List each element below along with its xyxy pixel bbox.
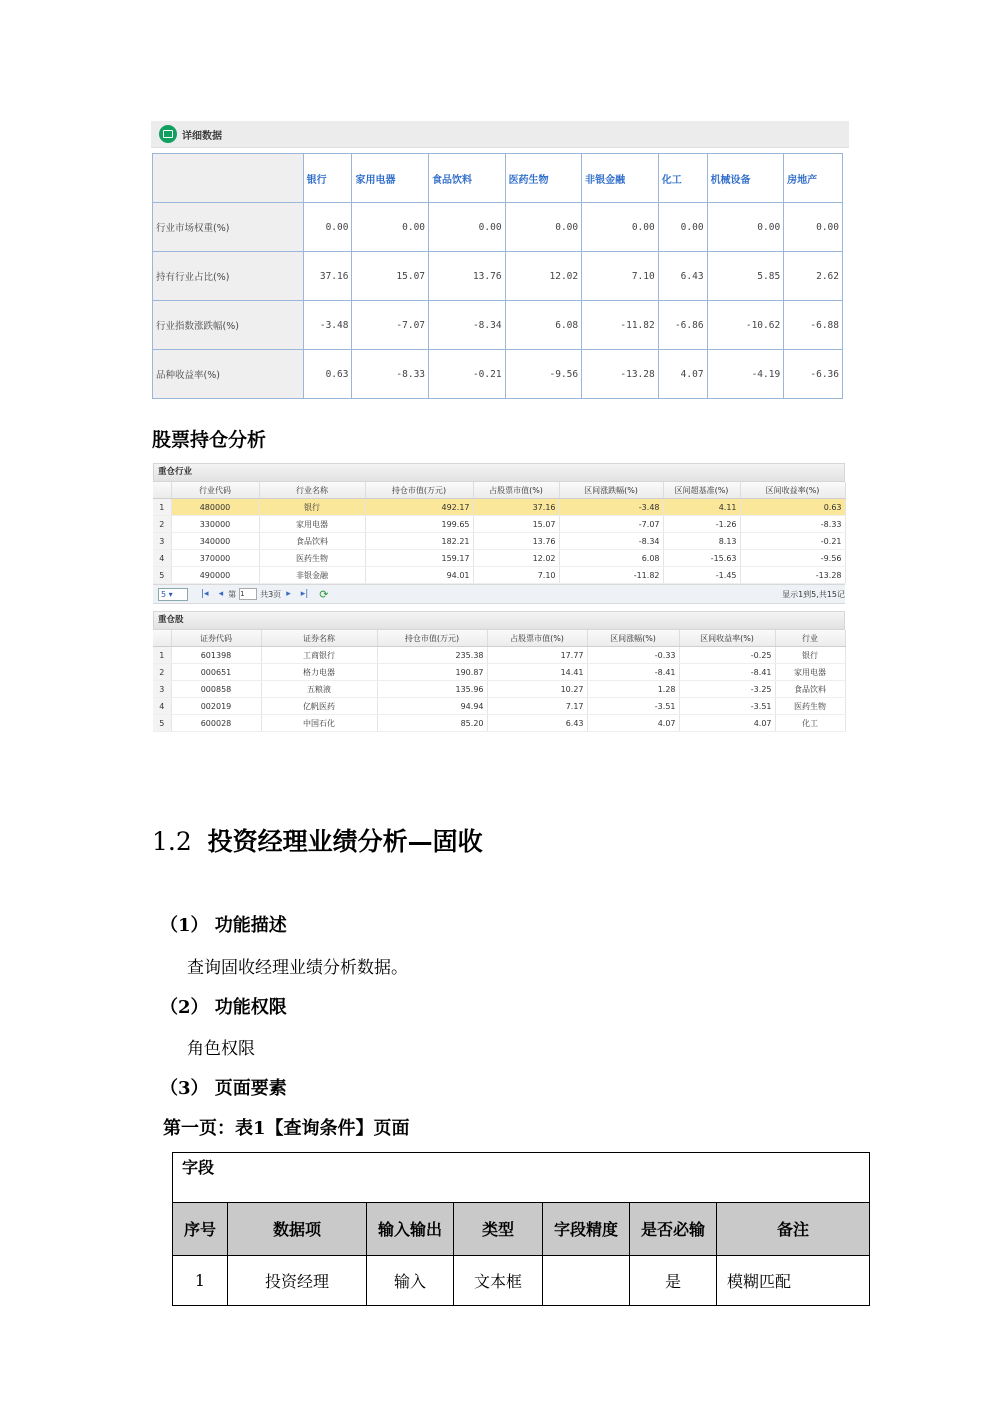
row-number: 2 [153,664,171,681]
table-row[interactable] [153,567,845,584]
column-header[interactable]: 证券名称 [261,630,377,647]
holding-value: 492.17 [365,499,473,516]
heavy-industry-table [153,482,846,584]
field-header: 序号 [173,1203,228,1256]
range-return: -8.41 [679,664,775,681]
stock-ratio: 14.41 [487,664,587,681]
table-row[interactable] [153,550,845,567]
detail-cell: 37.16 [303,252,352,301]
row-number-header [153,482,171,499]
detail-cell: 0.63 [303,350,352,399]
detail-cell: 4.07 [658,350,707,399]
detail-row-label: 品种收益率(%) [153,350,304,399]
grid-title: 重仓行业 [153,463,845,482]
range-return: -8.33 [740,516,845,533]
table-row[interactable] [153,715,845,732]
detail-row [153,203,843,252]
range-return: -0.25 [679,647,775,664]
next-page-icon[interactable]: ▸ [286,589,291,599]
function-desc-text: 查询固收经理业绩分析数据。 [187,958,408,978]
column-header[interactable]: 行业名称 [259,482,365,499]
holding-value: 94.01 [365,567,473,584]
stock-ratio: 15.07 [473,516,559,533]
detail-cell: 13.76 [429,252,506,301]
range-change: 4.07 [587,715,679,732]
stock-ratio: 6.43 [487,715,587,732]
row-number: 2 [153,516,171,533]
industry-code: 340000 [171,533,259,550]
page-summary: 显示1到5,共15记 [782,589,845,599]
industry: 医药生物 [775,698,845,715]
field-cell: 输入 [367,1256,454,1306]
detail-cell: 0.00 [352,203,429,252]
holding-value: 85.20 [377,715,487,732]
industry-code: 490000 [171,567,259,584]
column-header[interactable]: 占股票市值(%) [473,482,559,499]
page-prefix: 第 [228,589,237,599]
range-change: 6.08 [559,550,663,567]
subheading-permission: （2） 功能权限 [160,997,287,1018]
stock-ratio: 7.10 [473,567,559,584]
table-row[interactable] [153,499,845,516]
column-header[interactable]: 区间涨跌幅(%) [559,482,663,499]
detail-cell: 15.07 [352,252,429,301]
column-header[interactable]: 证券代码 [171,630,261,647]
excess-benchmark: -1.26 [663,516,740,533]
refresh-icon[interactable]: ⟳ [319,587,329,601]
detail-cell: -11.82 [582,301,659,350]
heading-text: 投资经理业绩分析—固收 [207,827,483,856]
detail-panel-header [151,121,849,148]
detail-row [153,252,843,301]
heavy-stock-grid [153,611,845,732]
table-row[interactable] [153,664,845,681]
detail-col-header: 机械设备 [707,154,784,203]
range-return: 4.07 [679,715,775,732]
stock-ratio: 37.16 [473,499,559,516]
detail-cell: -6.88 [784,301,843,350]
holding-value: 94.94 [377,698,487,715]
row-number-header [153,630,171,647]
row-number: 4 [153,698,171,715]
detail-col-header: 非银金融 [582,154,659,203]
industry-code: 370000 [171,550,259,567]
field-header: 数据项 [228,1203,367,1256]
holding-value: 159.17 [365,550,473,567]
row-number: 4 [153,550,171,567]
security-code: 600028 [171,715,261,732]
column-header[interactable]: 占股票市值(%) [487,630,587,647]
column-header[interactable]: 区间涨幅(%) [587,630,679,647]
page-number-input[interactable]: 1 [239,588,257,600]
column-header[interactable]: 区间超基准(%) [663,482,740,499]
detail-row [153,301,843,350]
detail-cell: 0.00 [784,203,843,252]
holding-value: 182.21 [365,533,473,550]
range-return: -3.25 [679,681,775,698]
security-code: 002019 [171,698,261,715]
detail-cell: 0.00 [707,203,784,252]
industry-name: 家用电器 [259,516,365,533]
security-name: 格力电器 [261,664,377,681]
range-return: -13.28 [740,567,845,584]
detail-col-header: 银行 [303,154,352,203]
detail-cell: -8.34 [429,301,506,350]
field-header: 备注 [717,1203,870,1256]
detail-cell: -9.56 [505,350,582,399]
range-change: -0.33 [587,647,679,664]
table-row[interactable] [153,516,845,533]
heavy-stock-table [153,630,846,732]
range-change: 1.28 [587,681,679,698]
table-row[interactable] [153,698,845,715]
table-row[interactable] [153,681,845,698]
detail-row [153,350,843,399]
industry: 银行 [775,647,845,664]
excess-benchmark: -1.45 [663,567,740,584]
detail-cell: 0.00 [582,203,659,252]
security-name: 中国石化 [261,715,377,732]
security-name: 五粮液 [261,681,377,698]
column-header[interactable]: 行业 [775,630,845,647]
detail-cell: 6.08 [505,301,582,350]
row-number: 3 [153,533,171,550]
detail-row-label: 行业指数涨跌幅(%) [153,301,304,350]
detail-corner-cell [153,154,304,203]
subheading-function-desc: （1） 功能描述 [160,915,287,936]
range-return: -9.56 [740,550,845,567]
detail-cell: 0.00 [429,203,506,252]
industry: 化工 [775,715,845,732]
holding-value: 190.87 [377,664,487,681]
detail-cell: -0.21 [429,350,506,399]
page-size-value: 5 [161,589,167,599]
range-return: -3.51 [679,698,775,715]
first-page-icon[interactable]: |◂ [201,589,209,599]
row-number: 3 [153,681,171,698]
range-change: -3.48 [559,499,663,516]
excess-benchmark: 8.13 [663,533,740,550]
industry-code: 480000 [171,499,259,516]
column-header[interactable]: 行业代码 [171,482,259,499]
excess-benchmark: -15.63 [663,550,740,567]
detail-col-header: 化工 [658,154,707,203]
detail-cell: -4.19 [707,350,784,399]
industry-name: 非银金融 [259,567,365,584]
stock-ratio: 12.02 [473,550,559,567]
range-change: -7.07 [559,516,663,533]
field-row [173,1256,870,1306]
page-size-select[interactable]: 5 ▾ [158,588,188,601]
prev-page-icon[interactable]: ◂ [218,589,224,599]
row-number: 5 [153,567,171,584]
range-return: -0.21 [740,533,845,550]
field-cell: 1 [173,1256,228,1306]
industry-name: 医药生物 [259,550,365,567]
security-name: 亿帆医药 [261,698,377,715]
column-header[interactable]: 区间收益率(%) [740,482,845,499]
detail-cell: -3.48 [303,301,352,350]
security-name: 工商银行 [261,647,377,664]
detail-cell: 0.00 [303,203,352,252]
field-cell: 文本框 [454,1256,543,1306]
section-heading [152,822,483,858]
range-change: -3.51 [587,698,679,715]
excess-benchmark: 4.11 [663,499,740,516]
industry: 食品饮料 [775,681,845,698]
security-code: 000651 [171,664,261,681]
holding-value: 135.96 [377,681,487,698]
grid-title: 重仓股 [153,611,845,630]
holding-value: 235.38 [377,647,487,664]
stock-ratio: 10.27 [487,681,587,698]
detail-data-panel [151,121,849,400]
field-cell: 是 [630,1256,717,1306]
stock-ratio: 17.77 [487,647,587,664]
column-header[interactable]: 持仓市值(万元) [365,482,473,499]
row-number: 1 [153,647,171,664]
field-cell: 模糊匹配 [717,1256,870,1306]
section-title-stock-holdings: 股票持仓分析 [152,429,267,451]
detail-cell: -10.62 [707,301,784,350]
detail-col-header: 房地产 [784,154,843,203]
table-caption: 第一页：表1【查询条件】页面 [163,1118,410,1139]
detail-cell: 0.00 [658,203,707,252]
detail-panel-title: 详细数据 [182,130,222,142]
range-change: -11.82 [559,567,663,584]
column-header[interactable]: 区间收益率(%) [679,630,775,647]
detail-cell: 7.10 [582,252,659,301]
range-change: -8.34 [559,533,663,550]
field-table [172,1152,870,1306]
detail-cell: 12.02 [505,252,582,301]
subheading-page-elements: （3） 页面要素 [160,1078,287,1099]
permission-text: 角色权限 [187,1039,255,1059]
security-code: 601398 [171,647,261,664]
pagination-bar [153,584,845,604]
last-page-icon[interactable]: ▸| [300,589,309,599]
detail-cell: 0.00 [505,203,582,252]
stock-ratio: 13.76 [473,533,559,550]
detail-row-label: 持有行业占比(%) [153,252,304,301]
detail-col-header: 医药生物 [505,154,582,203]
detail-cell: 6.43 [658,252,707,301]
column-header[interactable]: 持仓市值(万元) [377,630,487,647]
detail-cell: -8.33 [352,350,429,399]
heavy-industry-grid [153,463,845,604]
industry-code: 330000 [171,516,259,533]
range-return: 0.63 [740,499,845,516]
detail-cell: -6.36 [784,350,843,399]
detail-col-header: 家用电器 [352,154,429,203]
detail-cell: -13.28 [582,350,659,399]
field-header: 类型 [454,1203,543,1256]
row-number: 5 [153,715,171,732]
industry-name: 食品饮料 [259,533,365,550]
range-change: -8.41 [587,664,679,681]
monitor-icon [159,125,177,143]
detail-row-label: 行业市场权重(%) [153,203,304,252]
table-row[interactable] [153,533,845,550]
heading-number: 1.2 [152,827,192,856]
detail-cell: -7.07 [352,301,429,350]
security-code: 000858 [171,681,261,698]
field-header: 字段精度 [543,1203,630,1256]
table-row[interactable] [153,647,845,664]
industry: 家用电器 [775,664,845,681]
detail-cell: 2.62 [784,252,843,301]
industry-name: 银行 [259,499,365,516]
detail-table [152,153,843,399]
field-header: 是否必输 [630,1203,717,1256]
row-number: 1 [153,499,171,516]
page-total: 共3页 [260,589,282,599]
detail-cell: 5.85 [707,252,784,301]
detail-cell: -6.86 [658,301,707,350]
detail-col-header: 食品饮料 [429,154,506,203]
stock-ratio: 7.17 [487,698,587,715]
field-cell: 投资经理 [228,1256,367,1306]
field-header: 输入输出 [367,1203,454,1256]
field-table-caption: 字段 [173,1153,870,1203]
holding-value: 199.65 [365,516,473,533]
field-cell [543,1256,630,1306]
